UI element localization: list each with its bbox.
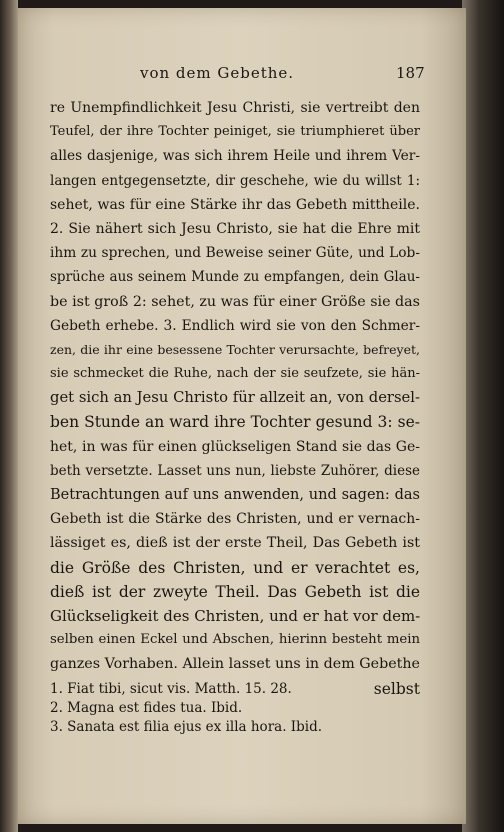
text-line: lässiget es, dieß ist der erste Theil, Das Gebeth ist [50, 535, 420, 552]
text-line: die Größe des Christen, und er verachtet es, [50, 558, 420, 577]
text-line: Gebeth erhebe. 3. Endlich wird sie von den Schmer- [50, 317, 420, 334]
text-line: Betrachtungen auf uns anwenden, und sagen: das [50, 487, 420, 503]
text-line: ihm zu sprechen, und Beweise seiner Güte, und Lob- [50, 245, 420, 262]
text-line: Teufel, der ihre Tochter peiniget, sie triumphieret über [50, 124, 420, 140]
text-line: zen, die ihr eine besessene Tochter verursachte, befreyet, [50, 341, 420, 357]
text-line: Gebeth ist die Stärke des Christen, und er vernach- [50, 511, 420, 528]
catchword: selbst [373, 679, 420, 698]
running-head: von dem Gebethe. [140, 64, 295, 82]
text-line: ben Stunde an ward ihre Tochter gesund 3: se- [50, 413, 420, 432]
text-line: dieß ist der zweyte Theil. Das Gebeth ist die [50, 582, 420, 601]
text-line: sprüche aus seinem Munde zu empfangen, dein Glau- [50, 269, 420, 286]
text-line: langen entgegensetzte, dir geschehe, wie du willst 1: [50, 172, 420, 189]
body-text [50, 96, 420, 701]
footnote: 1. Fiat tibi, sicut vis. Matth. 15. 28. [50, 681, 292, 697]
text-line: selben einen Eckel und Abschen, hierinn besteht mein [50, 632, 420, 648]
footnotes [50, 680, 410, 737]
text-line: sie schmecket die Ruhe, nach der sie seufzete, sie hän- [50, 366, 420, 382]
text-line: beth versetzte. Lasset uns nun, liebste Zuhörer, diese [50, 462, 420, 479]
footnote: 2. Magna est fides tua. Ibid. [50, 700, 243, 716]
text-line: re Unempfindlichkeit Jesu Christi, sie vertreibt den [50, 100, 420, 116]
text-line: be ist groß 2: sehet, zu was für einer Größe sie das [50, 293, 420, 310]
text-line: Glückseligkeit des Christen, und er hat vor dem- [50, 606, 421, 625]
text-line: 2. Sie nähert sich Jesu Christo, sie hat die Ehre mit [50, 220, 420, 237]
book-edge-left [0, 0, 18, 832]
text-line: sehet, was für eine Stärke ihr das Gebeth mittheile. [50, 196, 420, 213]
text-line: ganzes Vorhaben. Allein lasset uns in dem Gebethe [50, 656, 420, 673]
text-line: get sich an Jesu Christo für allzeit an, von dersel- [50, 389, 420, 407]
text-line: alles dasjenige, was sich ihrem Heile und ihrem Ver- [50, 148, 420, 165]
page-number: 187 [396, 64, 425, 82]
book-edge-right [462, 0, 504, 832]
text-line: het, in was für einen glückseligen Stand sie das Ge- [50, 438, 420, 455]
footnote: 3. Sanata est filia ejus ex illa hora. Ibid. [50, 719, 322, 735]
